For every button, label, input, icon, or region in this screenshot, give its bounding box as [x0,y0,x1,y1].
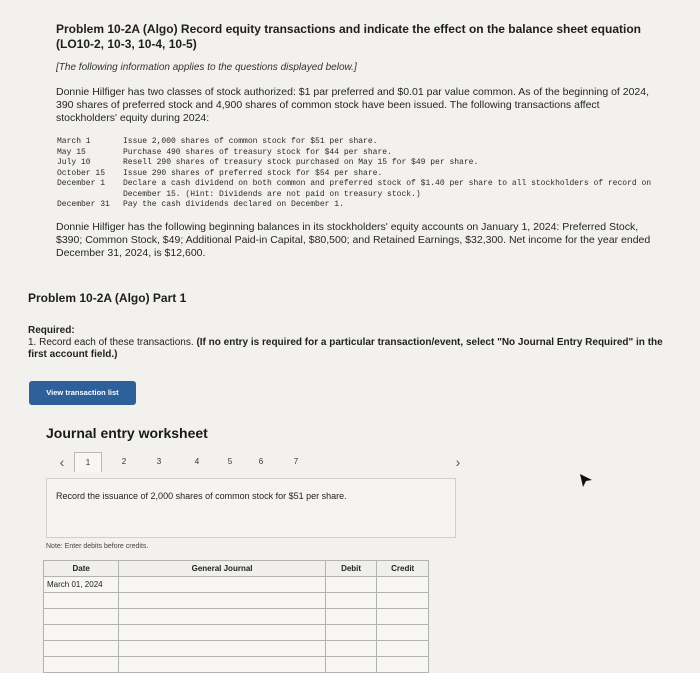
credit-cell[interactable] [377,577,429,593]
table-header-row [44,561,429,577]
transaction-row [57,158,677,169]
required-text [28,337,678,361]
transaction-row [57,169,677,180]
transaction-desc: Issue 290 shares of preferred stock for $54 per share. [123,168,383,178]
tab-2[interactable]: 2 [121,457,127,466]
credit-cell[interactable] [377,593,429,609]
credit-cell[interactable] [377,625,429,641]
column-header-debit: Debit [325,561,377,577]
credit-cell[interactable] [377,641,429,657]
tab-4[interactable]: 4 [194,457,200,466]
entry-note: Note: Enter debits before credits. [46,543,149,550]
required-label: Required: [28,325,75,336]
problem-title: Problem 10-2A (Algo) Record equity transactions and indicate the effect on the balance sheet equation (LO10-2, 10-3, 10-4, 10-5) [56,22,641,51]
transaction-date: December 31 [57,200,110,209]
balances-paragraph: Donnie Hilfiger has the following beginning balances in its stockholders' equity accounts on January 1, 2024: Preferred Stock, $390; Common Stock, $49; Additional Paid-in Capital, $80,500; and Retained Earnings, $32,300. Net income for the year ended December 31, 2024, is $12,600. [56,221,651,259]
worksheet-tabs [44,452,469,472]
table-row [44,609,429,625]
journal-table [43,560,429,673]
required-instruction: 1. Record each of these transactions. [28,337,194,348]
transaction-date: March 1 [57,137,91,146]
tab-1[interactable]: 1 [74,452,102,472]
instruction-text: Record the issuance of 2,000 shares of common stock for $51 per share. [56,491,347,501]
required-emphasis: (If no entry is required for a particular transaction/event, select "No Journal Entry Required" in the first account field.) [28,337,663,360]
column-header-credit: Credit [377,561,429,577]
transaction-date: July 10 [57,158,91,167]
date-cell[interactable] [44,625,119,641]
debit-cell[interactable] [325,577,377,593]
transaction-list [57,137,677,211]
account-cell[interactable] [119,625,325,641]
date-cell[interactable]: March 01, 2024 [44,577,119,593]
worksheet-title: Journal entry worksheet [46,425,208,441]
transaction-desc: Pay the cash dividends declared on December 1. [123,200,344,209]
info-note: [The following information applies to the questions displayed below.] [56,62,357,73]
transaction-date: December 1 [57,179,106,188]
column-header-date: Date [44,561,119,577]
table-row [44,625,429,641]
intro-paragraph: Donnie Hilfiger has two classes of stock authorized: $1 par preferred and $0.01 par value common. As of the beginning of 2024, 390 shares of preferred stock and 4,900 shares of common stock have been issued. The following transactions affect stockholders' equity during 2024: [56,86,650,124]
account-cell[interactable] [119,577,325,593]
part-title: Problem 10-2A (Algo) Part 1 [28,291,187,305]
debit-cell[interactable] [325,641,377,657]
debit-cell[interactable] [325,609,377,625]
tab-7[interactable]: 7 [293,457,299,466]
transaction-row [57,179,677,200]
transaction-date: October 15 [57,168,106,178]
date-cell[interactable] [44,609,119,625]
debit-cell[interactable] [325,625,377,641]
debit-cell[interactable] [325,593,377,609]
view-transaction-list-button[interactable]: View transaction list [29,381,136,405]
mouse-cursor-icon [578,472,596,490]
tab-3[interactable]: 3 [156,457,162,466]
table-row [44,593,429,609]
transaction-row [57,200,677,211]
transaction-desc: Issue 2,000 shares of common stock for $51 per share. [123,137,378,146]
tab-5[interactable]: 5 [227,457,233,466]
table-row [44,577,429,593]
transaction-desc: Declare a cash dividend on both common and preferred stock of $1.40 per share to all stockholders of record on December 15. (Hint: Dividends are not paid on treasury stock.) [123,179,656,199]
transaction-date: May 15 [57,147,86,157]
transaction-desc: Resell 290 shares of treasury stock purchased on May 15 for $49 per share. [123,158,479,167]
transaction-desc: Purchase 490 shares of treasury stock for $44 per share. [123,147,392,157]
transaction-row [57,137,677,148]
column-header-general-journal: General Journal [119,561,325,577]
tab-6[interactable]: 6 [258,457,264,466]
account-cell[interactable] [119,593,325,609]
transaction-row [57,148,677,159]
chevron-left-icon[interactable]: ‹ [59,454,65,470]
account-cell[interactable] [119,609,325,625]
account-cell[interactable] [119,641,325,657]
instruction-box [46,478,456,538]
chevron-right-icon[interactable]: › [455,454,461,470]
table-row [44,641,429,657]
date-cell[interactable] [44,641,119,657]
credit-cell[interactable] [377,609,429,625]
date-cell[interactable] [44,593,119,609]
